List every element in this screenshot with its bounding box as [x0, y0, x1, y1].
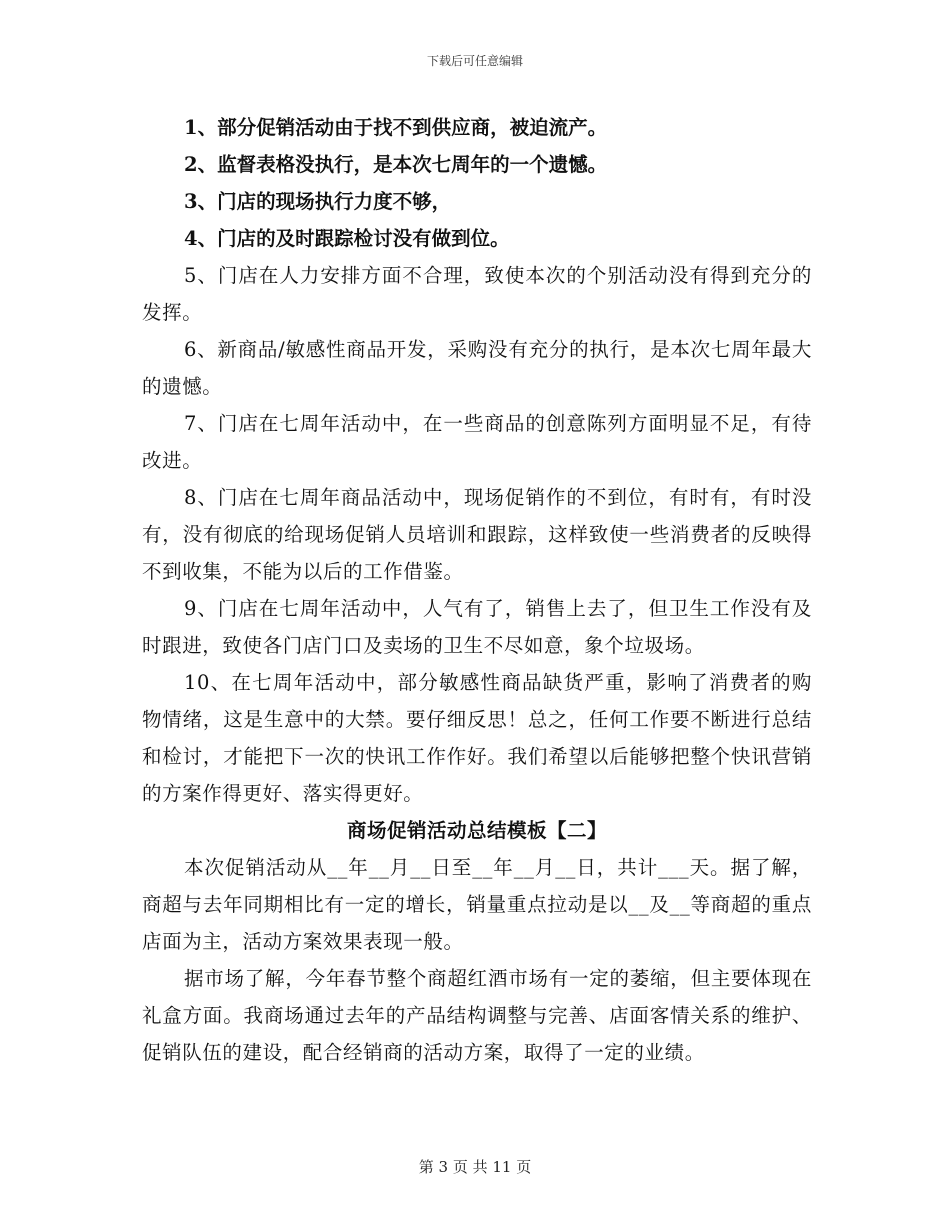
bold-list-item: 4、门店的及时跟踪检讨没有做到位。: [184, 227, 510, 250]
page-footer: 第 3 页 共 11 页: [418, 1158, 532, 1176]
document-body: [142, 109, 812, 1071]
body-paragraph: 5、门店在人力安排方面不合理，致使本次的个别活动没有得到充分的发挥。: [142, 264, 812, 324]
section-title: 商场促销活动总结模板【二】: [346, 819, 607, 842]
bold-list-item: 2、监督表格没执行，是本次七周年的一个遗憾。: [184, 153, 608, 176]
body-paragraph: 9、门店在七周年活动中，人气有了，销售上去了，但卫生工作没有及时跟进，致使各门店门口及卖场的卫生不尽如意，象个垃圾场。: [142, 597, 812, 657]
section-paragraph: 据市场了解，今年春节整个商超红酒市场有一定的萎缩，但主要体现在礼盒方面。我商场通过去年的产品结构调整与完善、店面客情关系的维护、促销队伍的建设，配合经销商的活动方案，取得了一定的业绩。: [142, 967, 812, 1064]
bold-list-item: 3、门店的现场执行力度不够，: [184, 190, 452, 213]
body-paragraph: 7、门店在七周年活动中，在一些商品的创意陈列方面明显不足，有待改进。: [142, 412, 812, 472]
header-note: 下载后可任意编辑: [426, 54, 523, 68]
body-paragraph: 8、门店在七周年商品活动中，现场促销作的不到位，有时有，有时没有，没有彻底的给现场促销人员培训和跟踪，这样致使一些消费者的反映得不到收集，不能为以后的工作借鉴。: [142, 486, 812, 583]
body-paragraph: 6、新商品/敏感性商品开发，采购没有充分的执行，是本次七周年最大的遗憾。: [142, 338, 812, 398]
body-paragraph: 10、在七周年活动中，部分敏感性商品缺货严重，影响了消费者的购物情绪，这是生意中的大禁。要仔细反思！总之，任何工作要不断进行总结和检讨，才能把下一次的快讯工作作好。我们希望以后能够把整个快讯营销的方案作得更好、落实得更好。: [142, 671, 812, 805]
section-paragraph: 本次促销活动从__年__月__日至__年__月__日，共计___天。据了解，商超与去年同期相比有一定的增长，销量重点拉动是以__及__等商超的重点店面为主，活动方案效果表现一般。: [142, 856, 812, 953]
bold-list-item: 1、部分促销活动由于找不到供应商，被迫流产。: [184, 116, 608, 139]
